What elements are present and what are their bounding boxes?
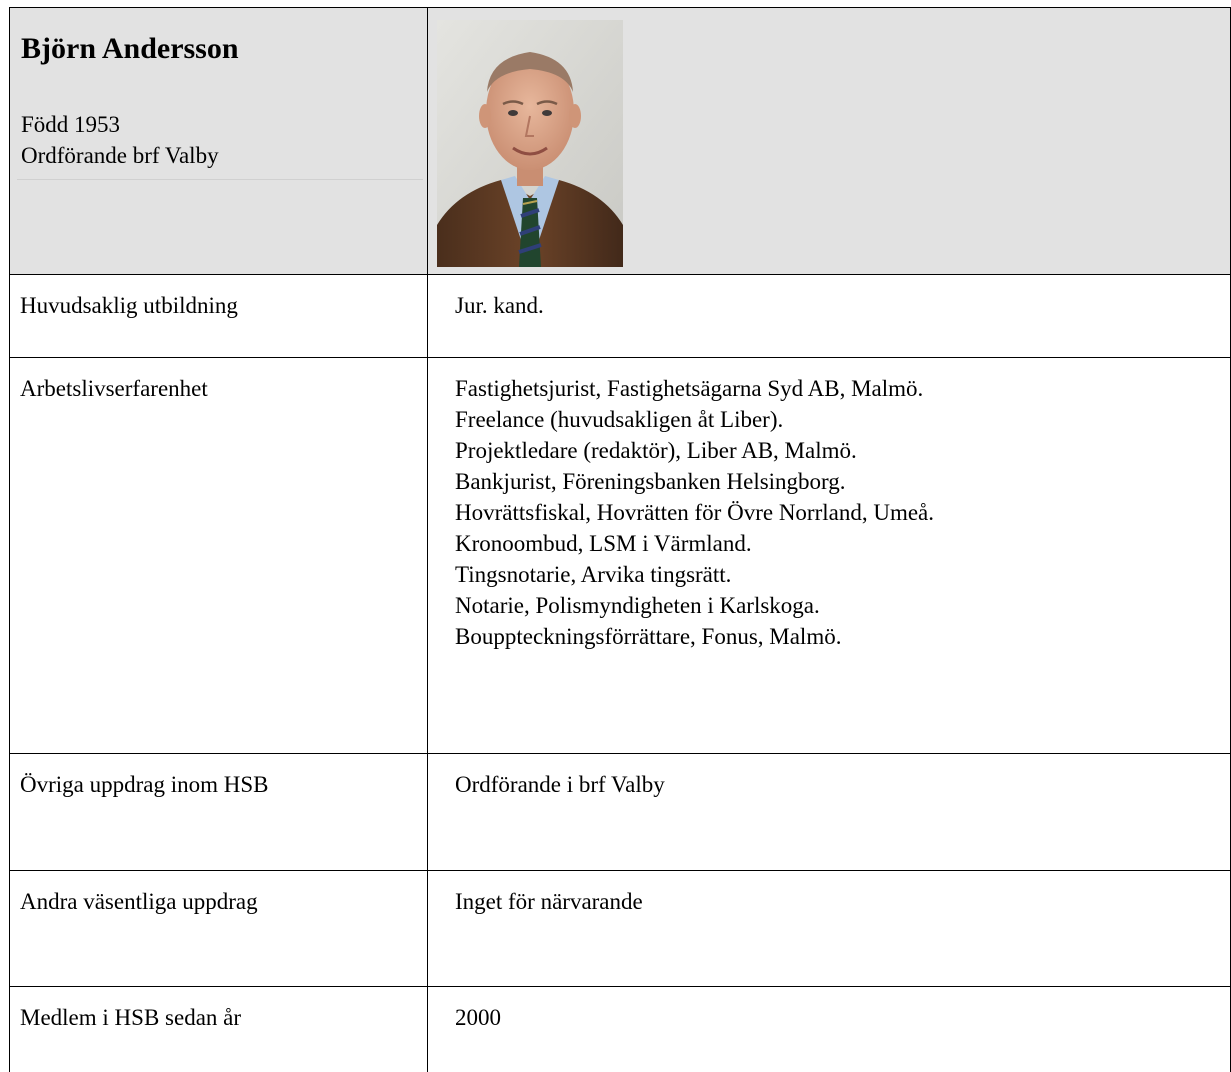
hsb-assignments-value: Ordförande i brf Valby bbox=[428, 754, 1231, 871]
member-since-row bbox=[10, 987, 1231, 1072]
work-experience-item: Hovrättsfiskal, Hovrätten för Övre Norrland, Umeå. bbox=[455, 497, 1220, 528]
work-experience-item: Tingsnotarie, Arvika tingsrätt. bbox=[455, 559, 1220, 590]
work-experience-item: Bankjurist, Föreningsbanken Helsingborg. bbox=[455, 466, 1220, 497]
other-assignments-row bbox=[10, 871, 1231, 987]
member-since-label: Medlem i HSB sedan år bbox=[10, 987, 428, 1072]
work-experience-item: Freelance (huvudsakligen åt Liber). bbox=[455, 404, 1220, 435]
header-row bbox=[10, 8, 1231, 275]
education-label: Huvudsaklig utbildning bbox=[10, 275, 428, 358]
work-experience-item: Projektledare (redaktör), Liber AB, Malmö. bbox=[455, 435, 1220, 466]
work-experience-list bbox=[428, 358, 1231, 754]
profile-table bbox=[9, 7, 1231, 1072]
other-assignments-label: Andra väsentliga uppdrag bbox=[10, 871, 428, 987]
work-experience-item: Kronoombud, LSM i Värmland. bbox=[455, 528, 1220, 559]
work-experience-item: Bouppteckningsförrättare, Fonus, Malmö. bbox=[455, 621, 1220, 652]
hsb-assignments-row bbox=[10, 754, 1231, 871]
education-value: Jur. kand. bbox=[428, 275, 1231, 358]
person-meta bbox=[21, 109, 219, 171]
person-name: Björn Andersson bbox=[21, 32, 239, 66]
portrait-photo bbox=[437, 20, 623, 267]
name-cell bbox=[10, 8, 428, 275]
work-experience-label: Arbetslivserfarenhet bbox=[10, 358, 428, 754]
education-row bbox=[10, 275, 1231, 358]
member-since-value: 2000 bbox=[428, 987, 1231, 1072]
work-experience-row bbox=[10, 358, 1231, 754]
person-role: Ordförande brf Valby bbox=[21, 140, 219, 171]
work-experience-item: Notarie, Polismyndigheten i Karlskoga. bbox=[455, 590, 1220, 621]
other-assignments-value: Inget för närvarande bbox=[428, 871, 1231, 987]
birth-year: Född 1953 bbox=[21, 109, 219, 140]
hsb-assignments-label: Övriga uppdrag inom HSB bbox=[10, 754, 428, 871]
work-experience-item: Fastighetsjurist, Fastighetsägarna Syd AB, Malmö. bbox=[455, 373, 1220, 404]
divider bbox=[17, 179, 423, 180]
photo-cell bbox=[428, 8, 1231, 275]
